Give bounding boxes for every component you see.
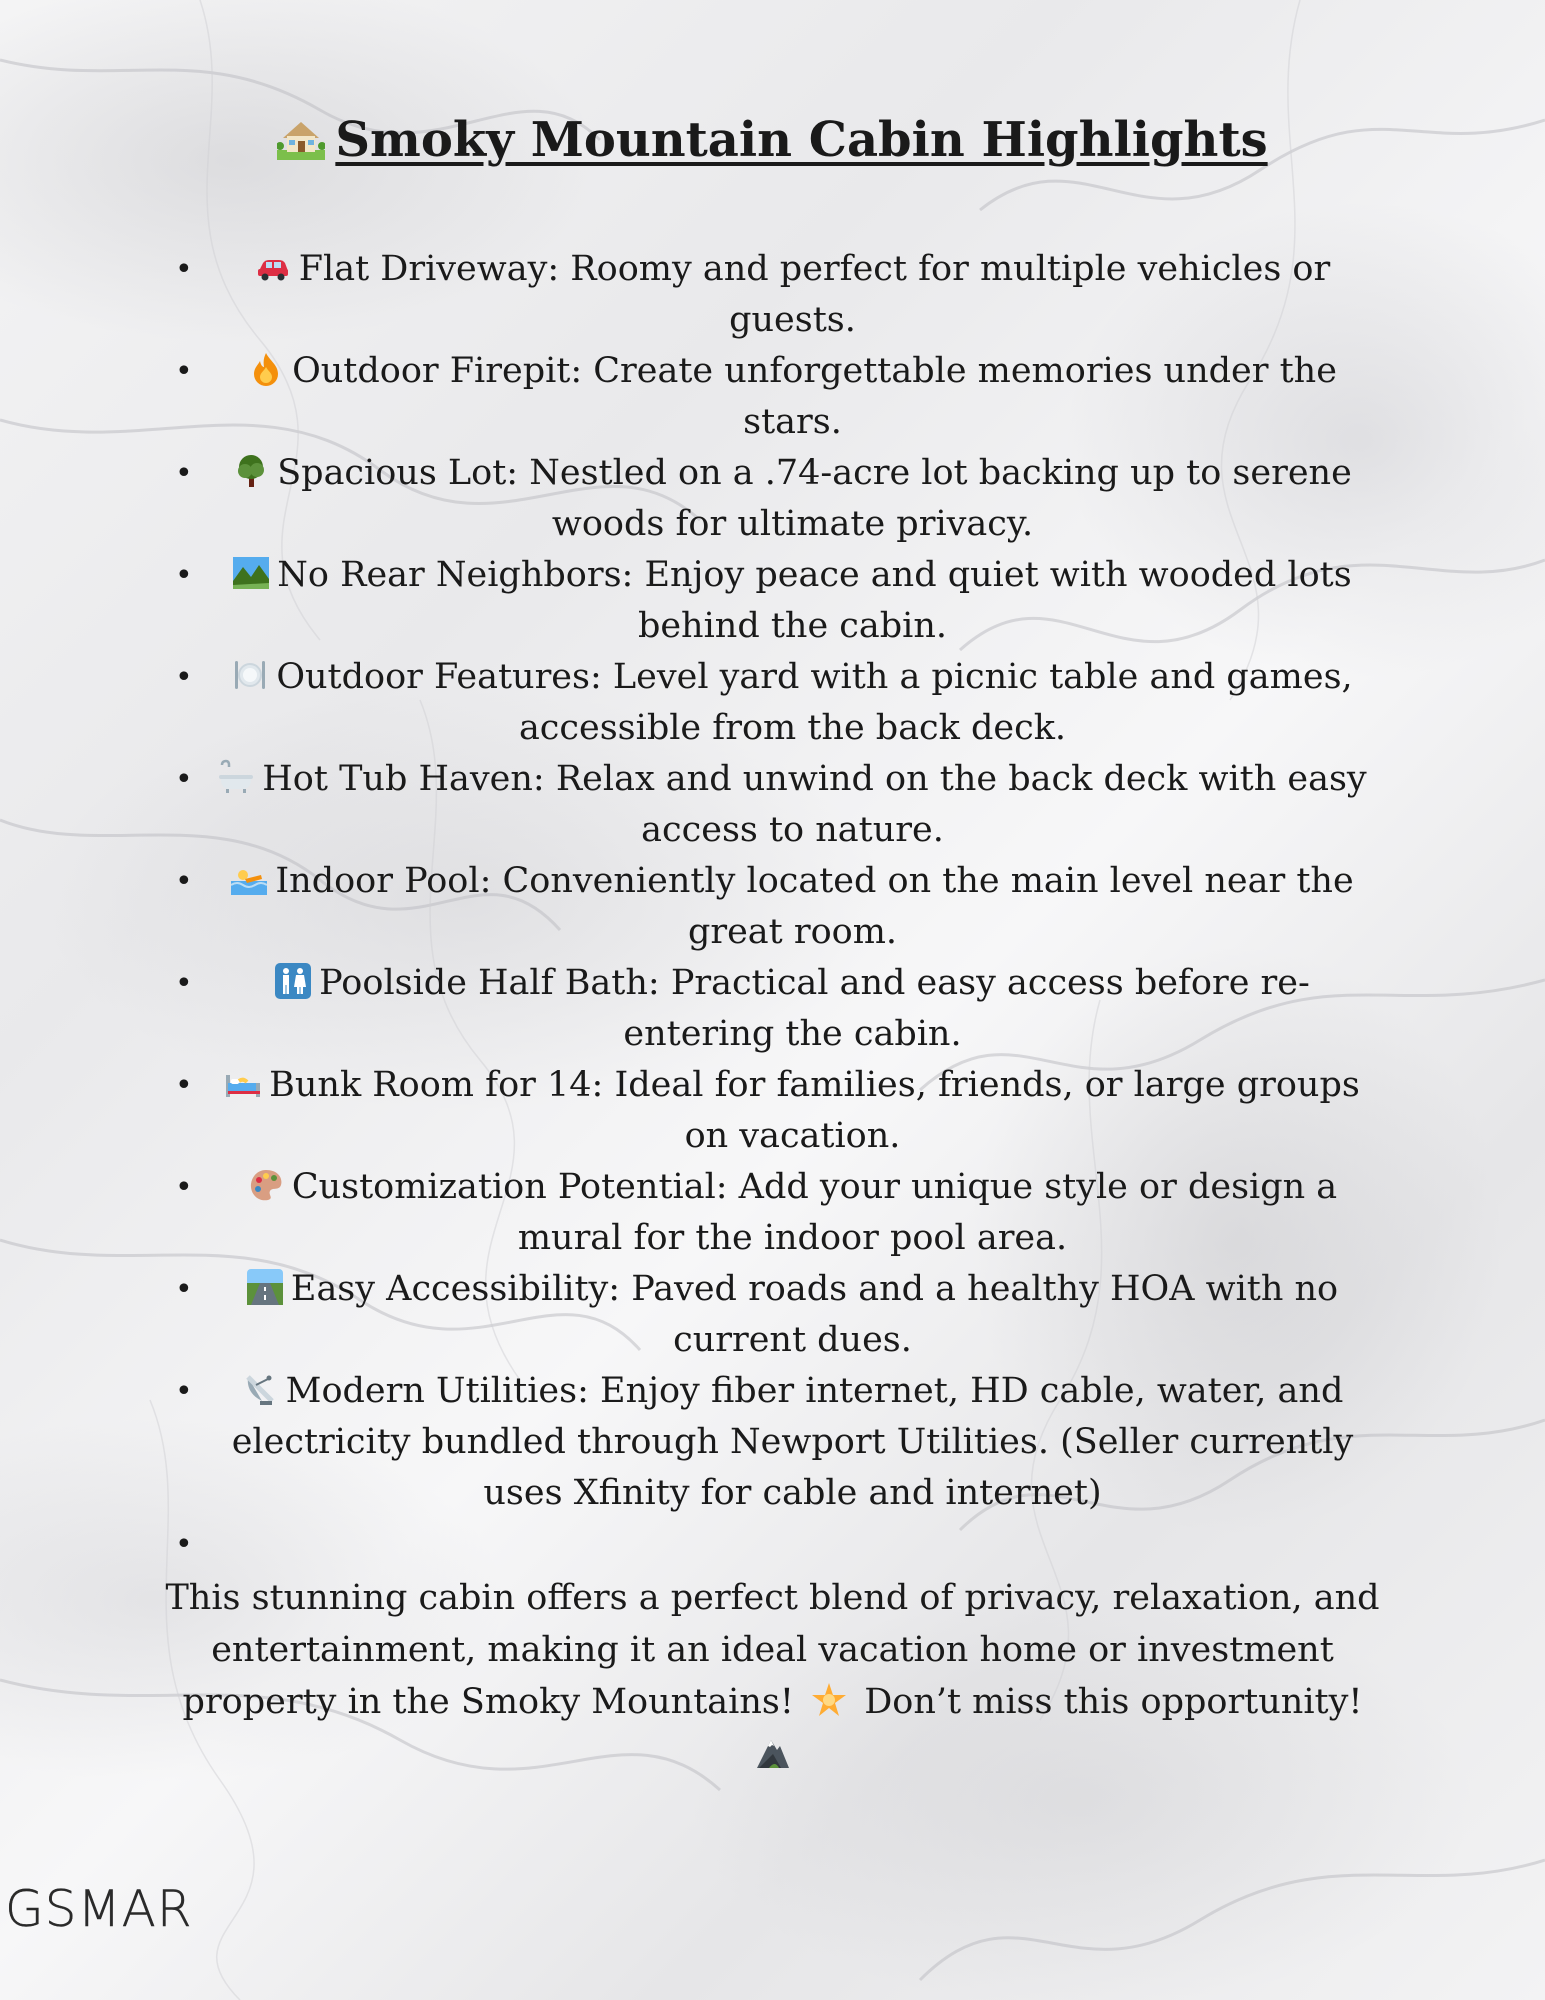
fire-icon (248, 351, 284, 387)
list-item-text: Indoor Pool: Conveniently located on the main level near the great room. (275, 861, 1354, 952)
gsmar-logo: GSMAR (5, 1880, 193, 1938)
landscape-icon (233, 555, 269, 591)
glowing-star-icon (811, 1682, 847, 1718)
house-with-garden-icon (277, 112, 325, 176)
bullet: • (175, 1068, 193, 1103)
palette-icon (248, 1167, 284, 1203)
closing-text-after: Don’t miss this opportunity! (864, 1682, 1363, 1722)
bullet: • (175, 354, 193, 389)
list-item (155, 1060, 1390, 1162)
list-item (155, 958, 1390, 1060)
plate-utensils-icon (232, 657, 268, 693)
list-item (155, 244, 1390, 346)
satellite-dish-icon (242, 1371, 278, 1407)
car-icon (255, 249, 291, 285)
bullet: • (175, 660, 193, 695)
mountain-icon (755, 1734, 791, 1770)
list-item (155, 1264, 1390, 1366)
bullet: • (175, 864, 193, 899)
bullet: • (175, 1374, 193, 1409)
bullet: • (175, 1527, 193, 1562)
bullet: • (175, 558, 193, 593)
list-item (155, 1162, 1390, 1264)
closing-paragraph (130, 1572, 1415, 1780)
list-item-text: Easy Accessibility: Paved roads and a healthy HOA with no current dues. (290, 1269, 1339, 1360)
tree-icon (233, 453, 269, 489)
list-item-text: No Rear Neighbors: Enjoy peace and quiet with wooded lots behind the cabin. (277, 555, 1352, 646)
list-item-text: Poolside Half Bath: Practical and easy access before re-entering the cabin. (319, 963, 1310, 1054)
list-item (155, 754, 1390, 856)
bullet: • (175, 966, 193, 1001)
road-icon (247, 1269, 283, 1305)
list-item (155, 550, 1390, 652)
bullet: • (175, 1272, 193, 1307)
bathtub-icon (218, 759, 254, 795)
list-item (155, 652, 1390, 754)
list-item-text: Outdoor Firepit: Create unforgettable memories under the stars. (292, 351, 1337, 442)
highlights-list (155, 244, 1390, 1562)
bullet: • (175, 252, 193, 287)
bullet: • (175, 1170, 193, 1205)
bed-icon (225, 1065, 261, 1101)
list-item (155, 346, 1390, 448)
list-item-text: Bunk Room for 14: Ideal for families, friends, or large groups on vacation. (269, 1065, 1360, 1156)
bullet: • (175, 762, 193, 797)
list-item-text: Customization Potential: Add your unique style or design a mural for the indoor pool area. (291, 1167, 1338, 1258)
list-item-text: Modern Utilities: Enjoy fiber internet, HD cable, water, and electricity bundled through Newport Utilities. (Seller currently uses Xfinity for cable and internet) (231, 1371, 1354, 1513)
list-item (155, 856, 1390, 958)
list-item (155, 1366, 1390, 1519)
list-item (155, 448, 1390, 550)
list-item-text: Spacious Lot: Nestled on a .74-acre lot backing up to serene woods for ultimate privacy. (277, 453, 1352, 544)
page-title-text: Smoky Mountain Cabin Highlights (335, 112, 1268, 168)
swimmer-icon (231, 861, 267, 897)
restroom-icon (275, 963, 311, 999)
closing-text-before: This stunning cabin offers a perfect blend of privacy, relaxation, and entertainment, making it an ideal vacation home or investment property in the Smoky Mountains! (165, 1578, 1380, 1722)
bullet: • (175, 456, 193, 491)
page-title (0, 108, 1545, 176)
list-item-text: Hot Tub Haven: Relax and unwind on the back deck with easy access to nature. (262, 759, 1367, 850)
list-item-text: Outdoor Features: Level yard with a picnic table and games, accessible from the back deck. (276, 657, 1353, 748)
list-item-text: Flat Driveway: Roomy and perfect for multiple vehicles or guests. (298, 249, 1331, 340)
